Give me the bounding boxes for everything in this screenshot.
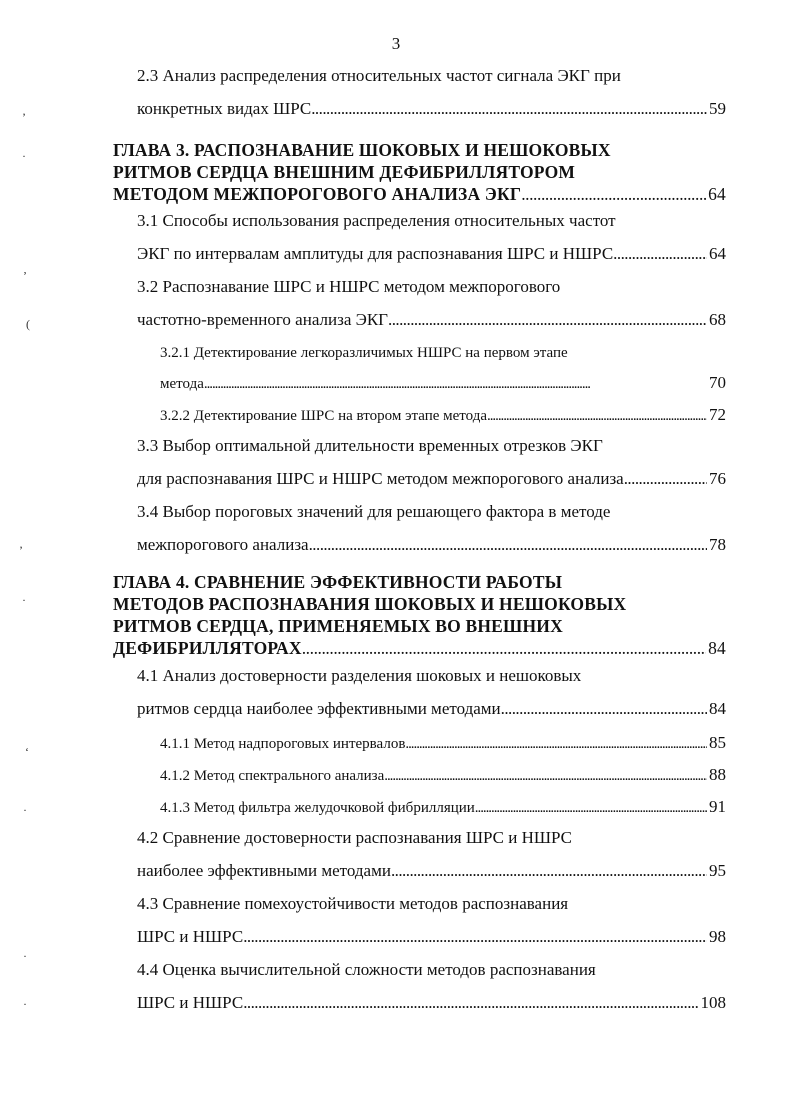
toc-entry-3-4[interactable]	[137, 534, 726, 556]
toc-entry-title: 4.1.1 Метод надпороговых интервалов	[160, 736, 406, 752]
toc-entry-4-3[interactable]	[137, 926, 726, 948]
toc-entry-4-1[interactable]	[137, 698, 726, 720]
toc-entry-4-2[interactable]	[137, 860, 726, 882]
dot-leader	[624, 468, 707, 490]
toc-page-number: 95	[709, 861, 726, 880]
toc-entry-4-4-line-1: 4.4 Оценка вычислительной сложности методов распознавания	[137, 960, 596, 979]
toc-entry-3-2-1-line-1: 3.2.1 Детектирование легкоразличимых НШРС на первом этапе	[160, 345, 568, 361]
toc-entry-4-2-line-1: 4.2 Сравнение достоверности распознавания ШРС и НШРС	[137, 828, 573, 847]
toc-entry-title: частотно-временного анализа ЭКГ	[137, 310, 388, 329]
chapter-3-heading-line-2: РИТМОВ СЕРДЦА ВНЕШНИМ ДЕФИБРИЛЛЯТОРОМ	[113, 162, 576, 182]
toc-entry-title: ДЕФИБРИЛЛЯТОРАХ	[113, 638, 302, 658]
toc-entry-3-3[interactable]	[137, 468, 726, 490]
dot-leader	[521, 183, 706, 205]
toc-entry-title: наиболее эффективными методами	[137, 861, 391, 880]
toc-entry-title: для распознавания ШРС и НШРС методом межпорогового анализа	[137, 469, 624, 488]
toc-page-number: 72	[709, 405, 726, 424]
toc-entry-title: 3.2.2 Детектирование ШРС на втором этапе метода	[160, 408, 488, 424]
toc-entry-4-1-3[interactable]	[160, 796, 726, 819]
scan-artifact: ‚	[23, 262, 27, 276]
toc-entry-title: ШРС и НШРС	[137, 993, 244, 1012]
toc-page-number: 91	[709, 797, 726, 816]
dot-leader	[501, 698, 707, 720]
toc-entry-4-4[interactable]	[137, 992, 726, 1014]
toc-entry-chapter-3[interactable]	[113, 183, 726, 205]
toc-entry-title: ритмов сердца наиболее эффективными методами	[137, 699, 501, 718]
scan-artifact: ’	[19, 543, 23, 557]
dot-leader	[405, 733, 707, 755]
toc-page-number: 76	[709, 469, 726, 488]
toc-entry-3-1[interactable]	[137, 243, 726, 265]
scan-artifact: ·	[23, 803, 27, 817]
toc-page-number: 68	[709, 310, 726, 329]
toc-entry-2-3-line-1: 2.3 Анализ распределения относительных частот сигнала ЭКГ при	[137, 66, 621, 85]
toc-entry-title: ЭКГ по интервалам амплитуды для распознавания ШРС и НШРС	[137, 244, 614, 263]
toc-page-number: 64	[708, 184, 726, 204]
dot-leader	[243, 992, 698, 1014]
chapter-3-heading-line-1: ГЛАВА 3. РАСПОЗНАВАНИЕ ШОКОВЫХ И НЕШОКОВЫХ	[113, 140, 611, 160]
scan-artifact: (	[26, 317, 30, 331]
scan-artifact: ’	[22, 110, 26, 124]
scan-artifact: ·	[23, 997, 27, 1011]
toc-entry-3-2-1[interactable]	[160, 372, 726, 395]
toc-page-number: 85	[709, 733, 726, 752]
dot-leader	[384, 765, 707, 787]
toc-page-number: 70	[709, 373, 726, 392]
toc-entry-title: ШРС и НШРС	[137, 927, 244, 946]
toc-page-number: 108	[700, 993, 726, 1012]
toc-page-number: 84	[708, 638, 726, 658]
toc-page-number: 78	[709, 535, 726, 554]
dot-leader	[204, 373, 707, 395]
dot-leader	[302, 637, 706, 659]
toc-entry-title: 4.1.2 Метод спектрального анализа	[160, 768, 385, 784]
page-number: 3	[391, 34, 401, 53]
toc-entry-3-3-line-1: 3.3 Выбор оптимальной длительности временных отрезков ЭКГ	[137, 436, 603, 455]
toc-entry-3-2-2[interactable]	[160, 404, 726, 427]
toc-page-number: 84	[709, 699, 726, 718]
toc-entry-title: метода	[160, 376, 204, 392]
dot-leader	[388, 309, 707, 331]
toc-entry-2-3[interactable]	[137, 98, 726, 120]
chapter-4-heading-line-1: ГЛАВА 4. СРАВНЕНИЕ ЭФФЕКТИВНОСТИ РАБОТЫ	[113, 572, 563, 592]
toc-entry-4-3-line-1: 4.3 Сравнение помехоустойчивости методов распознавания	[137, 894, 569, 913]
toc-entry-4-1-2[interactable]	[160, 764, 726, 787]
toc-entry-4-1-1[interactable]	[160, 732, 726, 755]
dot-leader	[391, 860, 707, 882]
toc-entry-title: 4.1.3 Метод фильтра желудочковой фибрилляции	[160, 800, 475, 816]
toc-entry-chapter-4[interactable]	[113, 637, 726, 659]
toc-entry-3-2-line-1: 3.2 Распознавание ШРС и НШРС методом межпорогового	[137, 277, 561, 296]
scan-artifact: ·	[22, 149, 26, 163]
toc-entry-4-1-line-1: 4.1 Анализ достоверности разделения шоковых и нешоковых	[137, 666, 582, 685]
toc-entry-3-4-line-1: 3.4 Выбор пороговых значений для решающего фактора в методе	[137, 502, 611, 521]
toc-page-number: 98	[709, 927, 726, 946]
toc-page-number: 88	[709, 765, 726, 784]
chapter-4-heading-line-3: РИТМОВ СЕРДЦА, ПРИМЕНЯЕМЫХ ВО ВНЕШНИХ	[113, 616, 563, 636]
toc-entry-title: конкретных видах ШРС	[137, 99, 312, 118]
toc-page-number: 64	[709, 244, 726, 263]
toc-entry-3-1-line-1: 3.1 Способы использования распределения относительных частот	[137, 211, 616, 230]
scan-artifact: ·	[22, 593, 26, 607]
dot-leader	[475, 797, 707, 819]
dot-leader	[311, 98, 707, 120]
chapter-4-heading-line-2: МЕТОДОВ РАСПОЗНАВАНИЯ ШОКОВЫХ И НЕШОКОВЫХ	[113, 594, 627, 614]
toc-page-number: 59	[709, 99, 726, 118]
dot-leader	[243, 926, 707, 948]
dot-leader	[487, 405, 707, 427]
dot-leader	[613, 243, 707, 265]
toc-entry-title: межпорогового анализа	[137, 535, 309, 554]
dot-leader	[309, 534, 707, 556]
scan-artifact: ·	[23, 949, 27, 963]
scan-artifact: ‘	[25, 745, 29, 759]
toc-entry-title: МЕТОДОМ МЕЖПОРОГОВОГО АНАЛИЗА ЭКГ	[113, 184, 522, 204]
toc-entry-3-2[interactable]	[137, 309, 726, 331]
